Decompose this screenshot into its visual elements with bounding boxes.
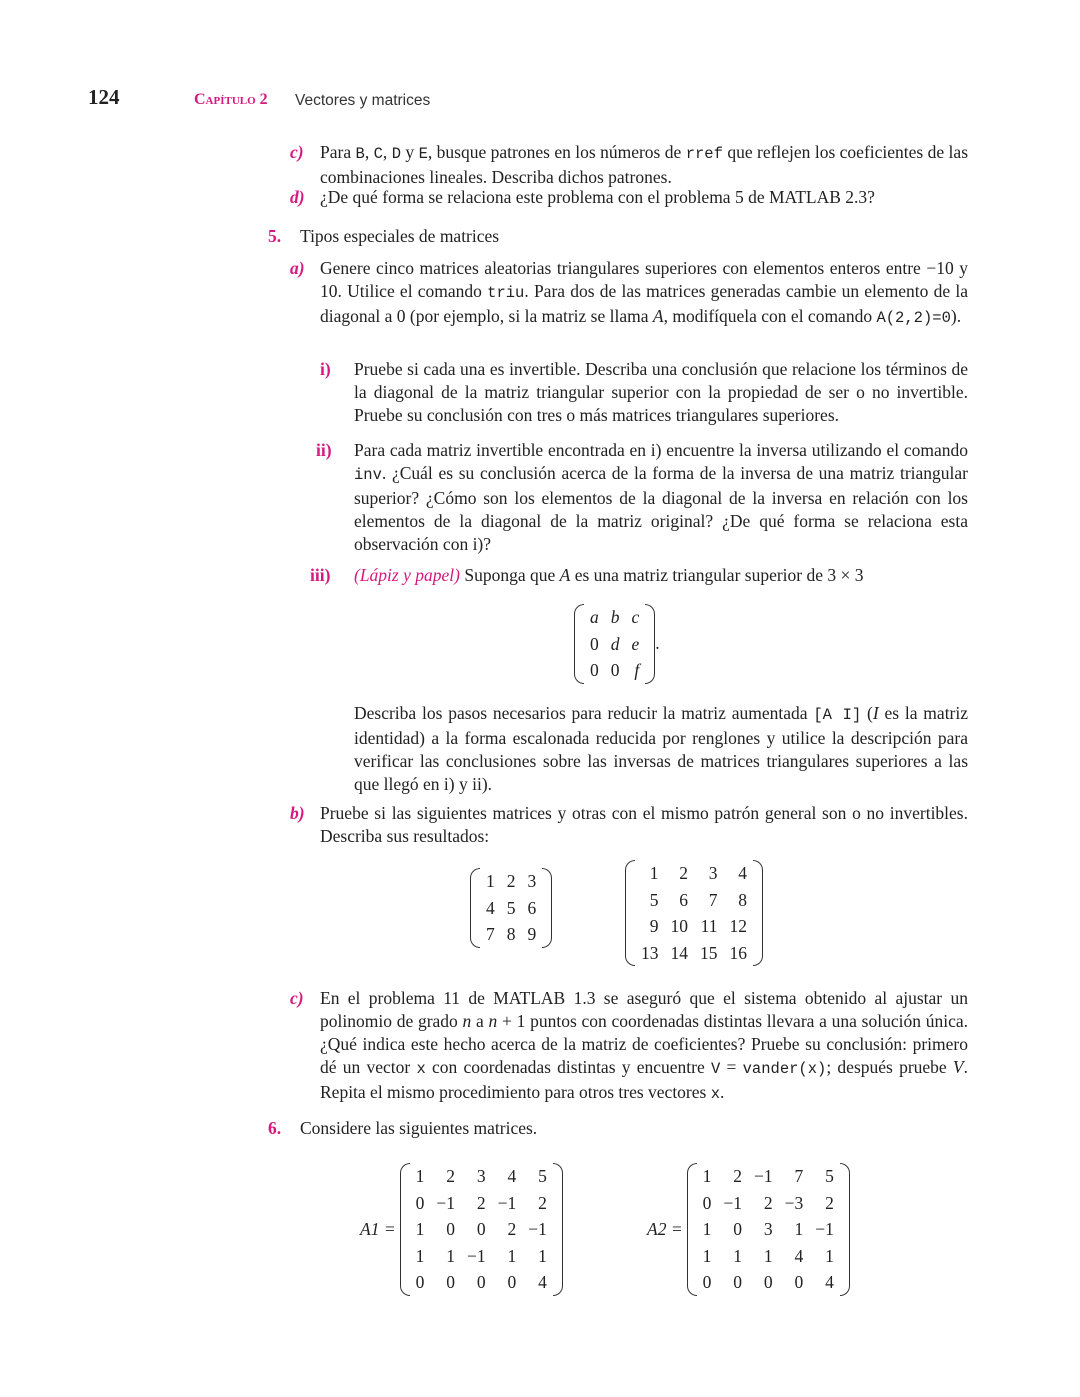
matrix-entry: 0: [794, 1272, 804, 1292]
left-bracket: [470, 868, 480, 948]
text-run: rref: [685, 145, 723, 163]
text-run: A: [652, 306, 664, 326]
text-run: es la matriz identidad) a la forma escalonada reducida por renglones y utilice la descripción para verificar las conclusiones sobre las inversas de matrices triangulares superiores a las que llegó en i) y ii).: [354, 703, 969, 794]
item-label: d): [290, 187, 305, 207]
matrix-row: [410, 1269, 553, 1296]
matrix-row: [410, 1190, 553, 1217]
matrix-entry: 2: [538, 1192, 547, 1213]
text-run: D: [391, 145, 402, 163]
matrix-entry: 0: [610, 660, 620, 680]
matrix-entry: 2: [446, 1166, 455, 1186]
matrix-entry: 1: [415, 1219, 425, 1239]
matrix-entry: 15: [700, 942, 718, 963]
matrix-row: [635, 940, 753, 967]
matrix-entry: 3: [527, 871, 537, 891]
matrix-entry: 0: [590, 660, 599, 680]
matrix-entry: 0: [476, 1219, 486, 1239]
item-label: 6.: [268, 1118, 282, 1138]
paragraph: [354, 702, 968, 796]
item-label: 5.: [268, 226, 282, 246]
matrix-entry: 2: [763, 1192, 773, 1213]
text-run: [A I]: [813, 706, 862, 724]
text-run: Para cada matriz invertible encontrada en i) encuentre la inversa utilizando el comando: [354, 440, 968, 460]
matrix-entry: 1: [415, 1245, 425, 1266]
matrix-entry: 14: [670, 942, 688, 963]
matrix-entry: −1: [467, 1245, 486, 1266]
matrix-name: A1 =: [360, 1218, 396, 1239]
right-bracket: [542, 868, 552, 948]
running-header: [88, 86, 788, 112]
matrix-suffix: .: [655, 633, 660, 654]
matrix-row: [480, 895, 542, 922]
matrix-entry: 0: [446, 1219, 455, 1239]
item-label: c): [290, 988, 304, 1008]
matrix-entry: 0: [702, 1272, 712, 1292]
matrix-entry: a: [590, 607, 599, 627]
matrix-entry: 1: [415, 1166, 425, 1186]
matrix-entry: 0: [415, 1272, 425, 1292]
matrix-entry: 0: [476, 1272, 486, 1292]
matrix-entry: 0: [702, 1192, 712, 1213]
text-run: . ¿Cuál es su conclusión acerca de la forma de la inversa de una matriz triangular superior? ¿Cómo son los elementos de la diagonal de la inversa en relación con los elementos de la diagonal de la matriz original? ¿De qué forma se relaciona esta observación con i)?: [354, 463, 968, 554]
matrix-row: [697, 1243, 840, 1270]
left-bracket: [400, 1163, 410, 1296]
right-bracket: [645, 604, 655, 684]
matrix-entries: [480, 868, 542, 948]
text-run: a: [471, 1011, 489, 1031]
matrix-entry: 0: [763, 1272, 773, 1292]
matrix-row: [635, 887, 753, 914]
matrix-entry: 8: [506, 924, 516, 944]
matrix-entry: 4: [507, 1166, 517, 1186]
matrix-entry: 4: [794, 1245, 804, 1266]
left-bracket: [574, 604, 584, 684]
paragraph: [320, 141, 968, 189]
matrix-entry: 16: [729, 942, 747, 963]
paragraph: [354, 439, 968, 556]
left-bracket: [625, 860, 635, 966]
matrix-entry: 0: [733, 1272, 742, 1292]
matrix-entry: 0: [507, 1272, 517, 1292]
text-run: . Repita el mismo procedimiento para otros tres vectores: [320, 1057, 968, 1102]
matrix-row: [697, 1163, 840, 1190]
text-run: x: [416, 1060, 426, 1078]
matrix-entry: 2: [476, 1192, 486, 1213]
text-run: ,: [382, 142, 392, 162]
matrix-entry: 1: [763, 1245, 773, 1266]
matrix-entry: 7: [486, 924, 495, 944]
left-bracket: [687, 1163, 697, 1296]
text-run: .: [720, 1082, 725, 1102]
paragraph: [300, 1117, 968, 1140]
text-run: x: [710, 1085, 721, 1103]
matrix-row: [410, 1163, 553, 1190]
text-run: que reflejen los coeficientes de las combinaciones lineales. Describa dichos patrones.: [320, 142, 968, 187]
text-run: I: [872, 703, 879, 723]
matrix-entry: 0: [733, 1219, 742, 1239]
paragraph: [320, 987, 968, 1106]
matrix-entry: −3: [784, 1192, 804, 1213]
matrix-entry: 3: [476, 1166, 486, 1186]
right-bracket: [840, 1163, 850, 1296]
matrix-entry: −1: [754, 1166, 773, 1186]
matrix-entry: −1: [436, 1192, 455, 1213]
matrix-entry: 2: [733, 1166, 742, 1186]
text-run: E: [418, 145, 428, 163]
text-run: =: [720, 1057, 743, 1077]
matrix-entry: −1: [528, 1219, 547, 1239]
chapter-title: Vectores y matrices: [295, 92, 431, 109]
matrix-entry: 0: [590, 633, 599, 654]
matrix-entry: 1: [702, 1166, 712, 1186]
matrix: [625, 860, 763, 966]
matrix-entry: 1: [486, 871, 495, 891]
paragraph: [354, 358, 968, 427]
text-run: , busque patrones en los números de: [427, 142, 686, 162]
matrix-row: [697, 1216, 840, 1243]
matrix-entries: [635, 860, 753, 966]
matrix-entry: −1: [815, 1219, 834, 1239]
item-label: iii): [310, 565, 331, 585]
matrix-entry: 7: [794, 1166, 804, 1186]
matrix-entry: 2: [679, 863, 688, 883]
matrix-entry: 1: [649, 863, 659, 883]
text-run: es una matriz triangular superior de 3 × 3: [570, 565, 864, 585]
text-run: . Para dos de las matrices generadas cambie un elemento de la diagonal a 0 (por ejemplo, si la matriz se llama: [320, 281, 968, 326]
matrix-row: [584, 631, 645, 658]
matrix-row: [584, 604, 645, 631]
matrix-entry: 5: [538, 1166, 547, 1186]
matrix-entry: 3: [708, 863, 718, 883]
matrix-entry: 10: [670, 916, 688, 936]
paragraph: [320, 257, 968, 330]
text-run: En el problema 11 de MATLAB 1.3 se aseguró que el sistema obtenido al ajustar un polinomio de grado: [320, 988, 968, 1031]
matrix-entry: 5: [825, 1166, 834, 1186]
matrix-entry: 7: [708, 889, 718, 910]
text-run: (: [354, 565, 360, 585]
text-run: n: [488, 1011, 498, 1031]
text-run: con coordenadas distintas y encuentre: [425, 1057, 711, 1077]
matrix-entry: 5: [506, 897, 516, 918]
matrix-entry: 4: [825, 1272, 834, 1292]
matrix-entry: e: [631, 633, 640, 654]
text-run: Describa los pasos necesarios para reducir la matriz aumentada: [354, 703, 814, 723]
matrix-row: [410, 1216, 553, 1243]
matrix-entry: 9: [527, 924, 537, 944]
paragraph: [354, 564, 968, 587]
matrix-entry: 4: [738, 863, 747, 883]
matrix-entry: 2: [506, 871, 516, 891]
matrix-name: A2 =: [647, 1218, 683, 1239]
text-run: V: [952, 1057, 964, 1077]
text-run: ¿De qué forma se relaciona este problema con el problema 5 de MATLAB 2.3?: [320, 187, 875, 207]
matrix: [574, 604, 660, 684]
text-run: Lápiz y papel: [359, 565, 455, 585]
text-run: (: [861, 703, 873, 723]
matrix-entries: [584, 604, 645, 684]
matrix-entry: 12: [729, 916, 747, 936]
matrix-row: [480, 868, 542, 895]
text-run: ): [454, 565, 465, 585]
matrix-entries: [697, 1163, 840, 1296]
matrix: [360, 1163, 563, 1296]
text-run: inv: [354, 466, 382, 484]
matrix-entry: 1: [538, 1245, 547, 1266]
matrix-entry: d: [610, 633, 620, 654]
matrix-entry: 13: [641, 942, 659, 963]
text-run: Tipos especiales de matrices: [300, 226, 500, 246]
matrix-entry: 1: [825, 1245, 834, 1266]
matrix-entry: 3: [763, 1219, 773, 1239]
paragraph: [300, 225, 968, 248]
item-label: c): [290, 142, 304, 162]
paragraph: [320, 802, 968, 848]
text-run: , modifíquela con el comando: [663, 306, 877, 326]
text-run: C: [373, 145, 383, 163]
matrix-entries: [410, 1163, 553, 1296]
matrix-entry: b: [610, 607, 620, 627]
text-run: triu: [487, 284, 525, 302]
text-run: y: [401, 142, 419, 162]
matrix-entry: 1: [794, 1219, 804, 1239]
item-label: a): [290, 258, 305, 278]
text-run: Genere cinco matrices aleatorias triangulares superiores con elementos enteros entre −10 y 10. Utilice el comando: [320, 258, 968, 301]
matrix-row: [584, 657, 645, 684]
text-run: A(2,2)=0: [876, 309, 951, 327]
matrix-entry: 2: [507, 1219, 517, 1239]
matrix-entry: 8: [738, 889, 747, 910]
text-run: Suponga que: [464, 565, 560, 585]
text-run: vander(x): [742, 1060, 827, 1078]
matrix-row: [697, 1269, 840, 1296]
text-run: ).: [950, 306, 962, 326]
matrix-row: [635, 913, 753, 940]
matrix-entry: 2: [825, 1192, 834, 1213]
matrix-entry: 1: [702, 1245, 712, 1266]
page-number: 124: [88, 85, 120, 109]
matrix-entry: 11: [700, 916, 718, 936]
matrix-entry: −1: [723, 1192, 742, 1213]
text-run: V: [710, 1060, 721, 1078]
matrix-entry: 1: [733, 1245, 742, 1266]
text-run: B: [355, 145, 365, 163]
text-run: Para: [320, 142, 356, 162]
matrix-entry: 1: [702, 1219, 712, 1239]
text-run: A: [559, 565, 571, 585]
matrix-entry: f: [634, 660, 640, 680]
text-run: Pruebe si las siguientes matrices y otras con el mismo patrón general son o no invertibles. Describa sus resultados:: [320, 803, 968, 846]
matrix-row: [410, 1243, 553, 1270]
matrix: [470, 868, 552, 948]
matrix-entry: −1: [497, 1192, 517, 1213]
item-label: i): [320, 359, 331, 379]
matrix-entry: 1: [507, 1245, 517, 1266]
text-run: n: [462, 1011, 472, 1031]
matrix-row: [697, 1190, 840, 1217]
matrix-entry: c: [631, 607, 640, 627]
right-bracket: [553, 1163, 563, 1296]
text-run: + 1 puntos con coordenadas distintas llevara a una solución única. ¿Qué indica este hecho acerca de la matriz de coeficientes? Pruebe su conclusión: primero dé un vector: [320, 1011, 968, 1077]
matrix-entry: 4: [486, 897, 495, 918]
matrix-entry: 1: [446, 1245, 455, 1266]
matrix-row: [635, 860, 753, 887]
item-label: b): [290, 803, 305, 823]
matrix-entry: 5: [649, 889, 659, 910]
matrix: [647, 1163, 850, 1296]
text-run: ; después pruebe: [826, 1057, 953, 1077]
matrix-entry: 6: [527, 897, 537, 918]
text-run: Pruebe si cada una es invertible. Describa una conclusión que relacione los términos de la diagonal de la matriz triangular superior con la propiedad de ser o no invertible. Pruebe su conclusión con tres o más matrices triangulares superiores.: [354, 359, 968, 425]
item-label: ii): [316, 440, 332, 460]
matrix-entry: 6: [679, 889, 688, 910]
chapter-label: Capítulo 2: [194, 91, 268, 108]
matrix-row: [480, 921, 542, 948]
matrix-entry: 0: [415, 1192, 425, 1213]
paragraph: [320, 186, 968, 209]
text-run: ,: [364, 142, 374, 162]
matrix-entry: 4: [538, 1272, 547, 1292]
matrix-entry: 9: [649, 916, 659, 936]
matrix-entry: 0: [446, 1272, 455, 1292]
text-run: Considere las siguientes matrices.: [300, 1118, 538, 1138]
right-bracket: [753, 860, 763, 966]
